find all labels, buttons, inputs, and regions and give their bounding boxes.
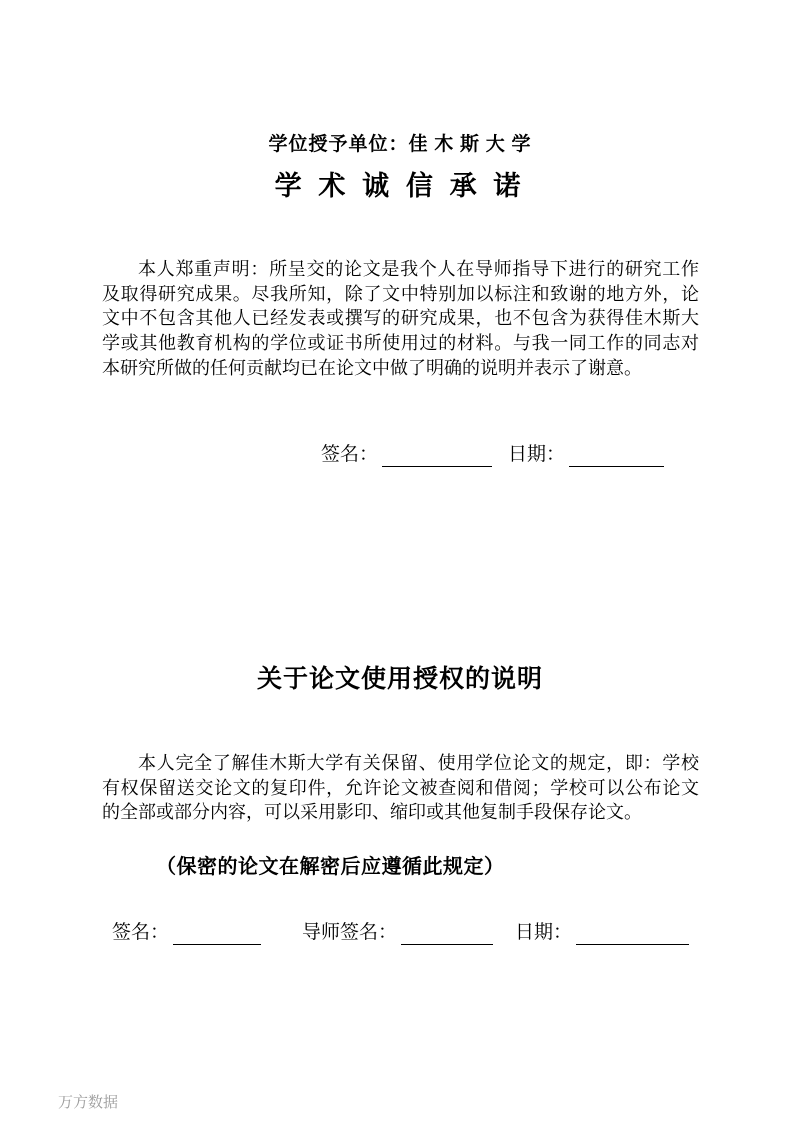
degree-grantor-line: 学位授予单位：佳 木 斯 大 学	[268, 134, 532, 155]
authorization-line: 本人完全了解佳木斯大学有关保留、使用学位论文的规定，即：学校	[138, 753, 699, 773]
authorization-paragraph	[102, 751, 699, 825]
pledge-signature-row	[321, 443, 664, 467]
signature-label: 签名：	[321, 444, 379, 465]
supervisor-signature-blank-line	[401, 922, 493, 945]
authorization-line: 的全部或部分内容，可以采用影印、缩印或其他复制手段保存论文。	[102, 802, 642, 823]
authorization-line: 有权保留送交论文的复印件，允许论文被查阅和借阅；学校可以公布论文	[102, 777, 699, 798]
pledge-line: 本人郑重声明：所呈交的论文是我个人在导师指导下进行的研究工作	[138, 259, 699, 279]
date-blank-line	[576, 922, 689, 945]
date-label: 日期：	[515, 922, 573, 943]
authorization-signature-row	[112, 921, 689, 945]
date-label: 日期：	[508, 444, 566, 465]
pledge-line: 学或其他教育机构的学位或证书所使用过的材料。与我一同工作的同志对	[102, 333, 699, 354]
pledge-line: 本研究所做的任何贡献均已在论文中做了明确的说明并表示了谢意。	[102, 357, 642, 378]
signature-blank-line	[382, 444, 492, 467]
supervisor-signature-label: 导师签名：	[302, 922, 398, 943]
date-blank-line	[569, 444, 664, 467]
pledge-line: 文中不包含其他人已经发表或撰写的研究成果，也不包含为获得佳木斯大	[102, 308, 699, 329]
pledge-paragraph	[102, 257, 699, 381]
pledge-line: 及取得研究成果。尽我所知，除了文中特别加以标注和致谢的地方外，论	[102, 283, 699, 304]
academic-integrity-title: 学 术 诚 信 承 诺	[274, 171, 526, 201]
signature-label: 签名：	[112, 922, 170, 943]
signature-blank-line	[173, 922, 261, 945]
authorization-statement-title: 关于论文使用授权的说明	[256, 666, 543, 693]
confidential-note: （保密的论文在解密后应遵循此规定）	[156, 856, 505, 878]
wanfang-data-watermark: 万方数据	[58, 1094, 119, 1111]
